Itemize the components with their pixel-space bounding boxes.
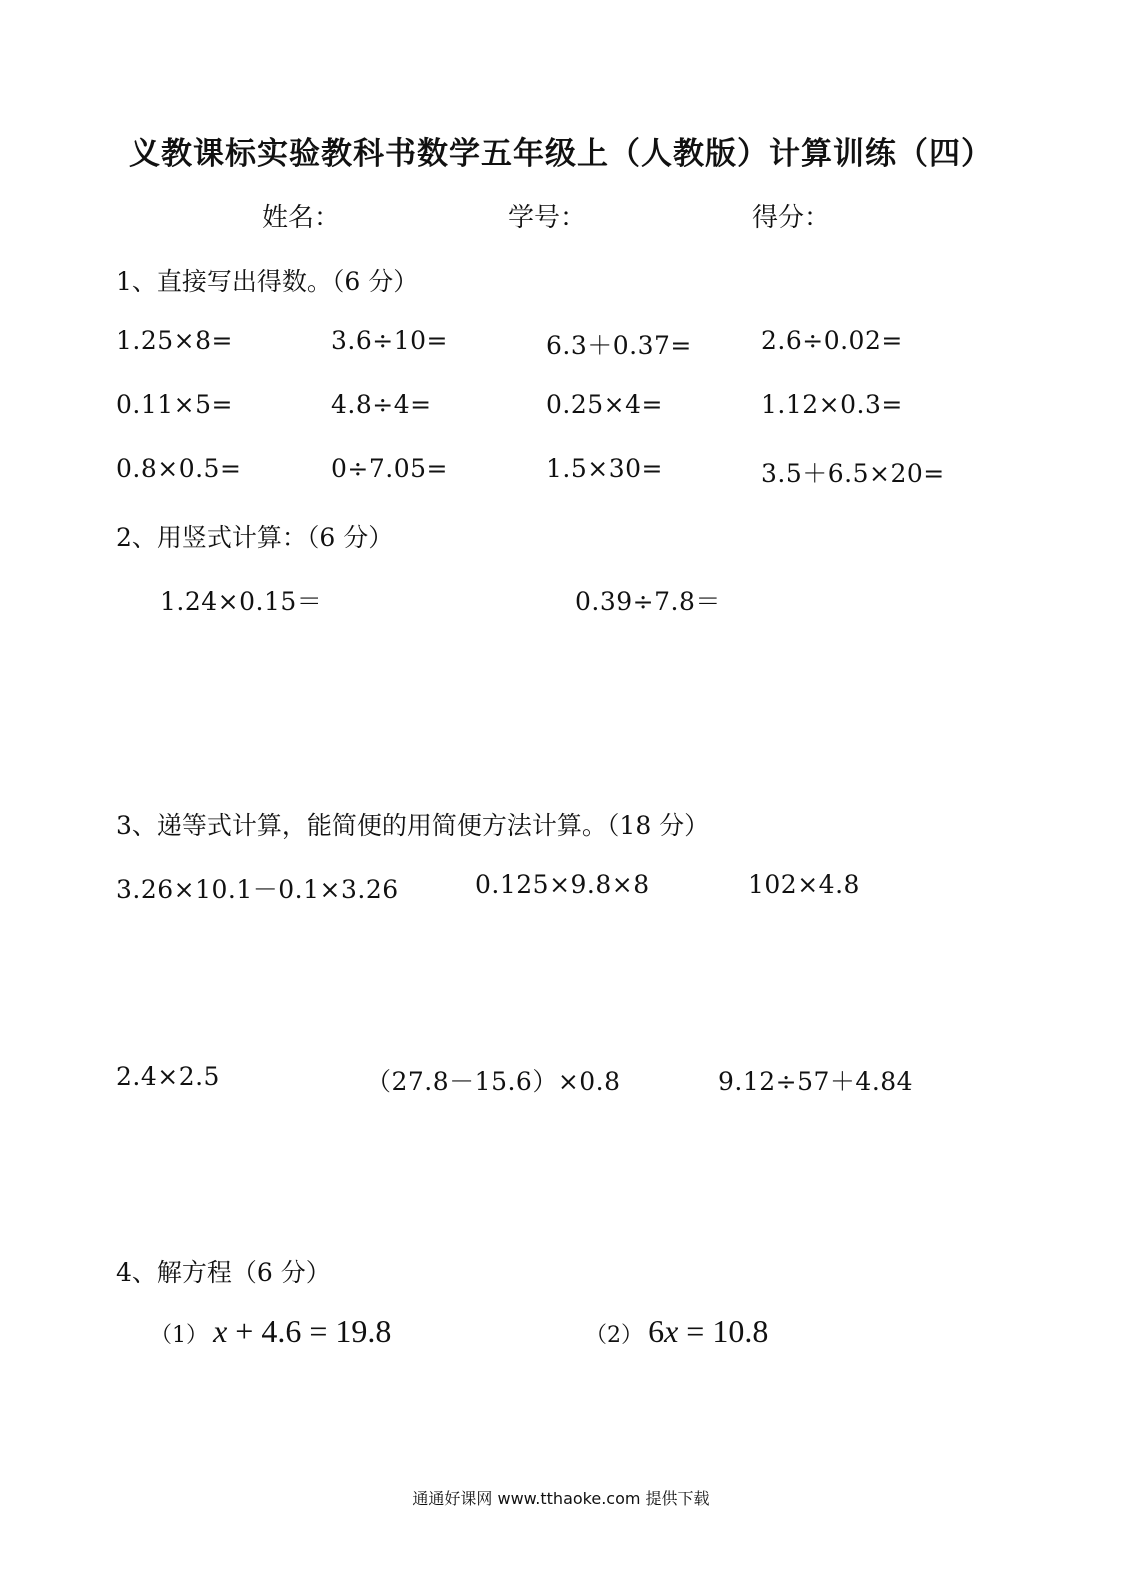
score-label: 得分： (752, 203, 831, 233)
equation-1-variable: x (213, 1313, 228, 1349)
section2-heading: 2、用竖式计算：（6 分） (116, 523, 394, 552)
vertical-calc-problem: 0.39÷7.8＝ (575, 587, 721, 616)
section4-heading: 4、解方程（6 分） (116, 1258, 331, 1287)
oral-problem: 4.8÷4= (331, 390, 432, 419)
stepwise-problem: 9.12÷57＋4.84 (718, 1067, 914, 1096)
equation-2-coefficient: 6 (648, 1313, 665, 1349)
equation-1-rest: + 4.6 = 19.8 (227, 1313, 392, 1349)
oral-problem: 1.25×8= (116, 326, 233, 355)
oral-problem: 2.6÷0.02= (761, 326, 903, 355)
oral-problem: 6.3＋0.37= (546, 331, 692, 360)
stepwise-problem: （27.8－15.6）×0.8 (366, 1067, 621, 1096)
footer-source: 通通好课网 www.tthaoke.com 提供下载 (412, 1489, 710, 1508)
oral-problem: 3.5＋6.5×20= (761, 459, 945, 488)
equation-2-variable: x (664, 1313, 679, 1349)
page-title: 义教课标实验教科书数学五年级上（人教版）计算训练（四） (129, 136, 993, 172)
equation-1 (150, 1313, 391, 1350)
section3-heading: 3、递等式计算，能简便的用简便方法计算。（18 分） (116, 811, 710, 840)
equation-2-label: （2） (585, 1323, 643, 1348)
stepwise-problem: 3.26×10.1－0.1×3.26 (116, 875, 399, 904)
equation-2 (585, 1313, 768, 1350)
stepwise-problem: 0.125×9.8×8 (475, 870, 650, 899)
oral-problem: 0.8×0.5= (116, 454, 242, 483)
oral-problem: 0.25×4= (546, 390, 663, 419)
student-id-label: 学号： (508, 203, 587, 233)
stepwise-problem: 102×4.8 (748, 870, 860, 899)
equation-1-expr (213, 1313, 391, 1349)
oral-problem: 1.5×30= (546, 454, 663, 483)
oral-problem: 1.12×0.3= (761, 390, 903, 419)
section1-heading: 1、直接写出得数。（6 分） (116, 267, 419, 296)
oral-problem: 0÷7.05= (331, 454, 448, 483)
vertical-calc-problem: 1.24×0.15＝ (160, 587, 323, 616)
oral-problem: 3.6÷10= (331, 326, 448, 355)
oral-problem: 0.11×5= (116, 390, 233, 419)
equation-2-rest: = 10.8 (678, 1313, 769, 1349)
name-label: 姓名： (262, 203, 341, 233)
equation-1-label: （1） (150, 1323, 208, 1348)
equation-2-expr (648, 1313, 768, 1349)
stepwise-problem: 2.4×2.5 (116, 1062, 220, 1091)
